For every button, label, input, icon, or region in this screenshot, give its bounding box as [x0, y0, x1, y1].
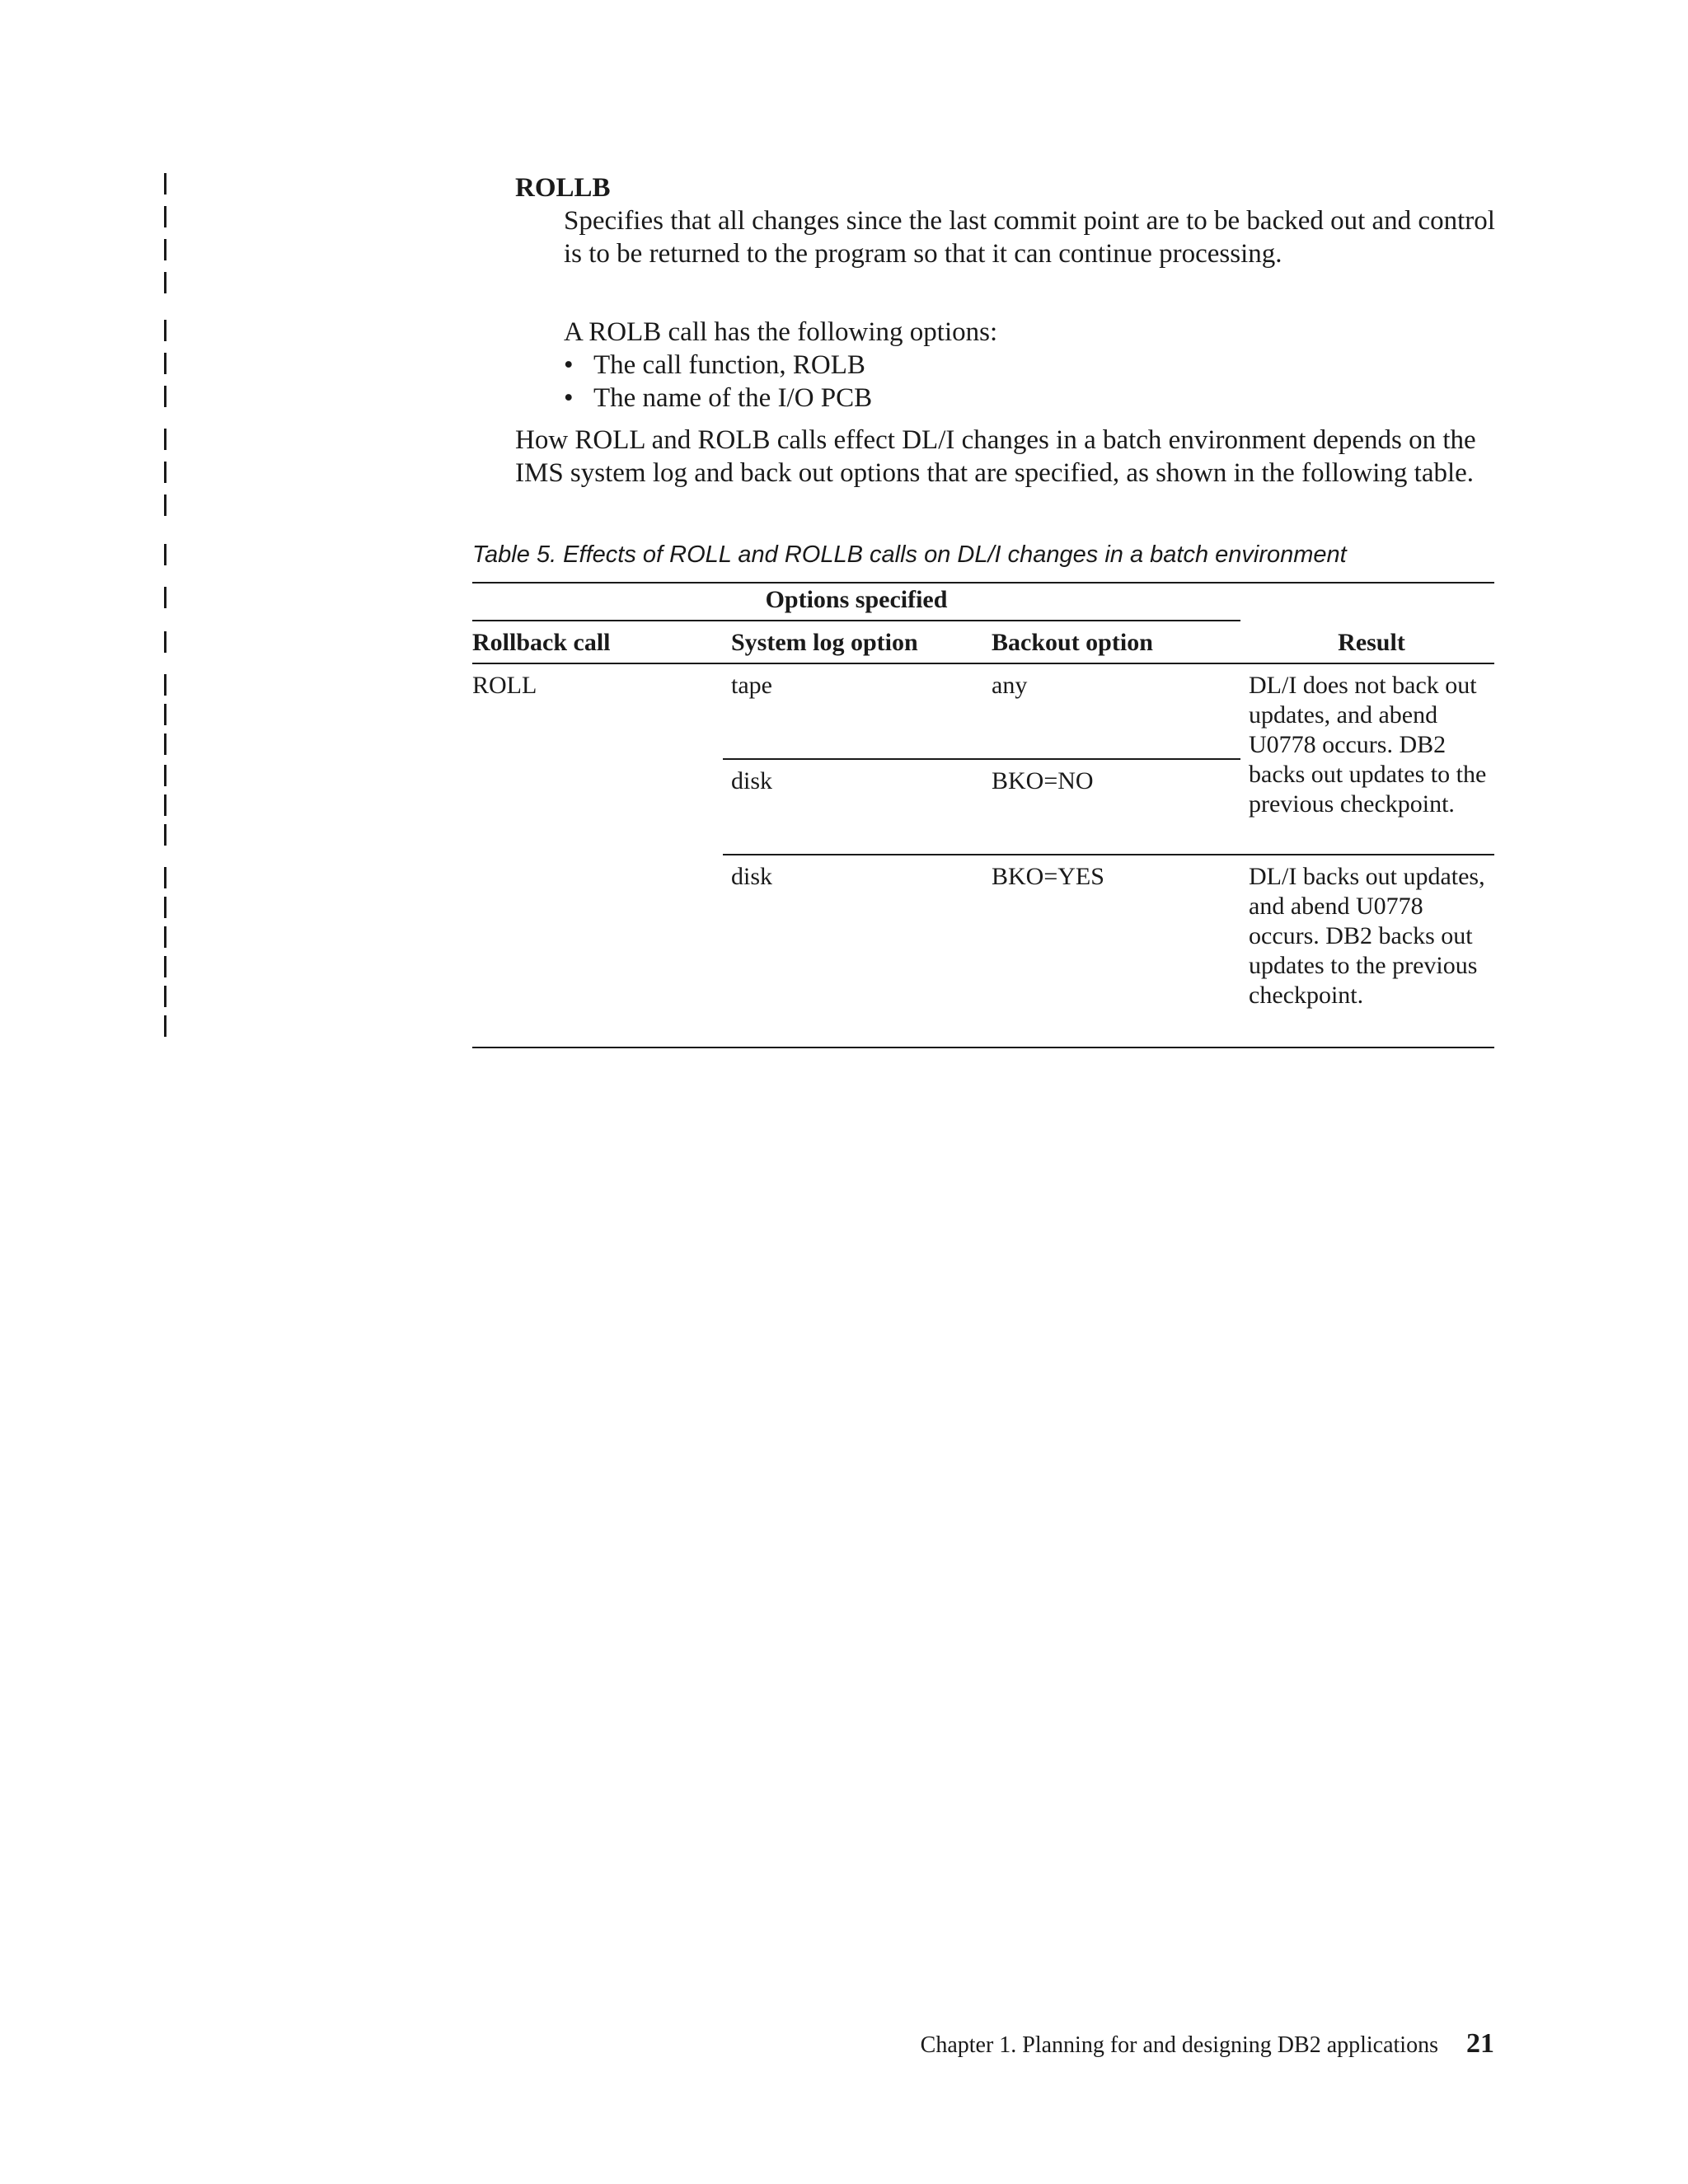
change-bar [164, 353, 166, 374]
table-caption: Table 5. Effects of ROLL and ROLLB calls on DL/I changes in a batch environment [472, 541, 1347, 568]
header-backout-option: Backout option [992, 629, 1153, 656]
change-bar [164, 173, 166, 194]
change-bar [164, 320, 166, 341]
change-bar [164, 867, 166, 888]
definition-term: ROLLB [515, 173, 611, 203]
row-rule [723, 854, 1494, 855]
change-bar [164, 272, 166, 293]
effects-table [472, 582, 1494, 1050]
change-bar [164, 587, 166, 608]
change-bar [164, 733, 166, 755]
header-result: Result [1338, 629, 1405, 656]
change-bar [164, 956, 166, 977]
change-bar [164, 494, 166, 516]
options-list [564, 349, 872, 415]
change-bar [164, 1015, 166, 1037]
group-header-rule [472, 620, 1240, 621]
page-footer [921, 2027, 1494, 2062]
cell-system-log-row-2: disk [731, 767, 773, 794]
change-bar [164, 239, 166, 260]
row-rule [723, 758, 1240, 760]
cell-system-log-row-3: disk [731, 863, 773, 890]
change-bar [164, 674, 166, 696]
page-number: 21 [1466, 2028, 1494, 2059]
cell-backout-row-1: any [992, 672, 1028, 699]
change-bar [164, 206, 166, 227]
table-bottom-rule [472, 1047, 1494, 1048]
change-bar [164, 386, 166, 407]
change-bar [164, 462, 166, 483]
header-rule [472, 663, 1494, 664]
change-bar [164, 794, 166, 816]
change-bar [164, 429, 166, 450]
group-header-options-specified: Options specified [765, 586, 948, 613]
cell-backout-row-3: BKO=YES [992, 863, 1104, 890]
chapter-title: Chapter 1. Planning for and designing DB2 applications [920, 2032, 1438, 2058]
body-paragraph: How ROLL and ROLB calls effect DL/I changes in a batch environment depends on the IMS system log and back out options that are specified, as shown in the following table. [515, 425, 1476, 488]
change-bar [164, 544, 166, 565]
cell-rollback-call: ROLL [472, 672, 537, 699]
list-item: • The name of the I/O PCB [564, 382, 872, 415]
list-item: • The call function, ROLB [564, 349, 872, 382]
definition-description: Specifies that all changes since the last commit point are to be backed out and control is to be returned to the program so that it can continue processing. [564, 206, 1495, 269]
options-intro: A ROLB call has the following options: [564, 317, 998, 347]
change-bar [164, 704, 166, 725]
header-rollback-call: Rollback call [472, 629, 611, 656]
change-bar [164, 765, 166, 786]
change-bar [164, 897, 166, 918]
cell-result-1: DL/I does not back out updates, and abend U0778 occurs. DB2 backs out updates to the previous checkpoint. [1249, 672, 1487, 818]
change-bar [164, 824, 166, 846]
change-bar [164, 926, 166, 948]
header-system-log-option: System log option [731, 629, 918, 656]
cell-system-log-row-1: tape [731, 672, 772, 699]
change-bar [164, 631, 166, 653]
change-bar [164, 986, 166, 1007]
cell-backout-row-2: BKO=NO [992, 767, 1094, 794]
cell-result-2: DL/I backs out updates, and abend U0778 occurs. DB2 backs out updates to the previous checkpoint. [1249, 863, 1485, 1009]
table-top-rule [472, 582, 1494, 583]
